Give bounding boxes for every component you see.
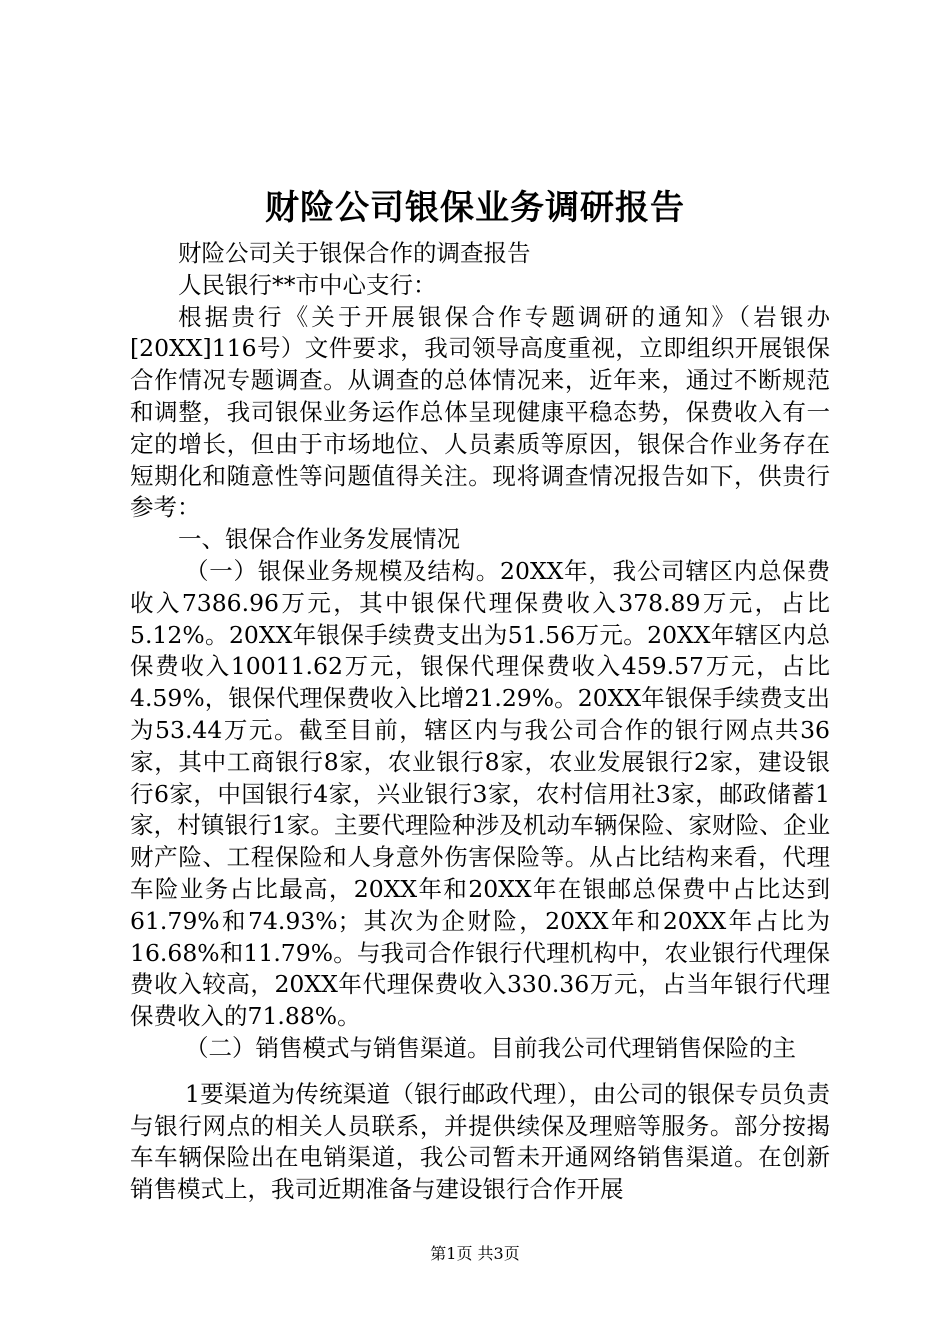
paragraph-continued: 1要渠道为传统渠道（银行邮政代理），由公司的银保专员负责与银行网点的相关人员联系，并提供续保及理赔等服务。部分按揭车车辆保险出在电销渠道，我公司暂未开通网络销售渠道。在创新销售模式上，我司近期准备与建设银行合作开展 (130, 1079, 830, 1204)
page-footer: 第1页 共3页 (430, 1244, 520, 1263)
document-body (130, 238, 830, 1206)
section-heading: 一、银保合作业务发展情况 (178, 525, 460, 554)
paragraph-intro: 根据贵行《关于开展银保合作专题调研的通知》（岩银办[20XX]116号）文件要求，我司领导高度重视，立即组织开展银保合作情况专题调查。从调查的总体情况来，近年来，通过不断规范和调整，我司银保业务运作总体呈现健康平稳态势，保费收入有一定的增长，但由于市场地位、人员素质等原因，银保合作业务存在短期化和随意性等问题值得关注。现将调查情况报告如下，供贵行参考： (130, 302, 830, 522)
paragraph-scale: （一）银保业务规模及结构。20XX年，我公司辖区内总保费收入7386.96万元，其中银保代理保费收入378.89万元，占比5.12%。20XX年银保手续费支出为51.56万元。20XX年辖区内总保费收入10011.62万元，银保代理保费收入459.57万元，占比4.59%，银保代理保费收入比增21.29%。20XX年银保手续费支出为53.44万元。截至目前，辖区内与我公司合作的银行网点共36家，其中工商银行8家，农业银行8家，农业发展银行2家，建设银行6家，中国银行4家，兴业银行3家，农村信用社3家，邮政储蓄1家，村镇银行1家。主要代理险种涉及机动车辆保险、家财险、企业财产险、工程保险和人身意外伤害保险等。从占比结构来看，代理车险业务占比最高，20XX年和20XX年在银邮总保费中占比达到61.79%和74.93%；其次为企财险，20XX年和20XX年占比为16.68%和11.79%。与我司合作银行代理机构中，农业银行代理保费收入较高，20XX年代理保费收入330.36万元，占当年银行代理保费收入的71.88%。 (130, 556, 830, 1031)
document-title: 财险公司银保业务调研报告 (265, 188, 685, 228)
paragraph-channels: （二）销售模式与销售渠道。目前我公司代理销售保险的主 (185, 1033, 796, 1062)
subtitle: 财险公司关于银保合作的调查报告 (178, 239, 531, 267)
salutation: 人民银行**市中心支行： (178, 270, 437, 299)
